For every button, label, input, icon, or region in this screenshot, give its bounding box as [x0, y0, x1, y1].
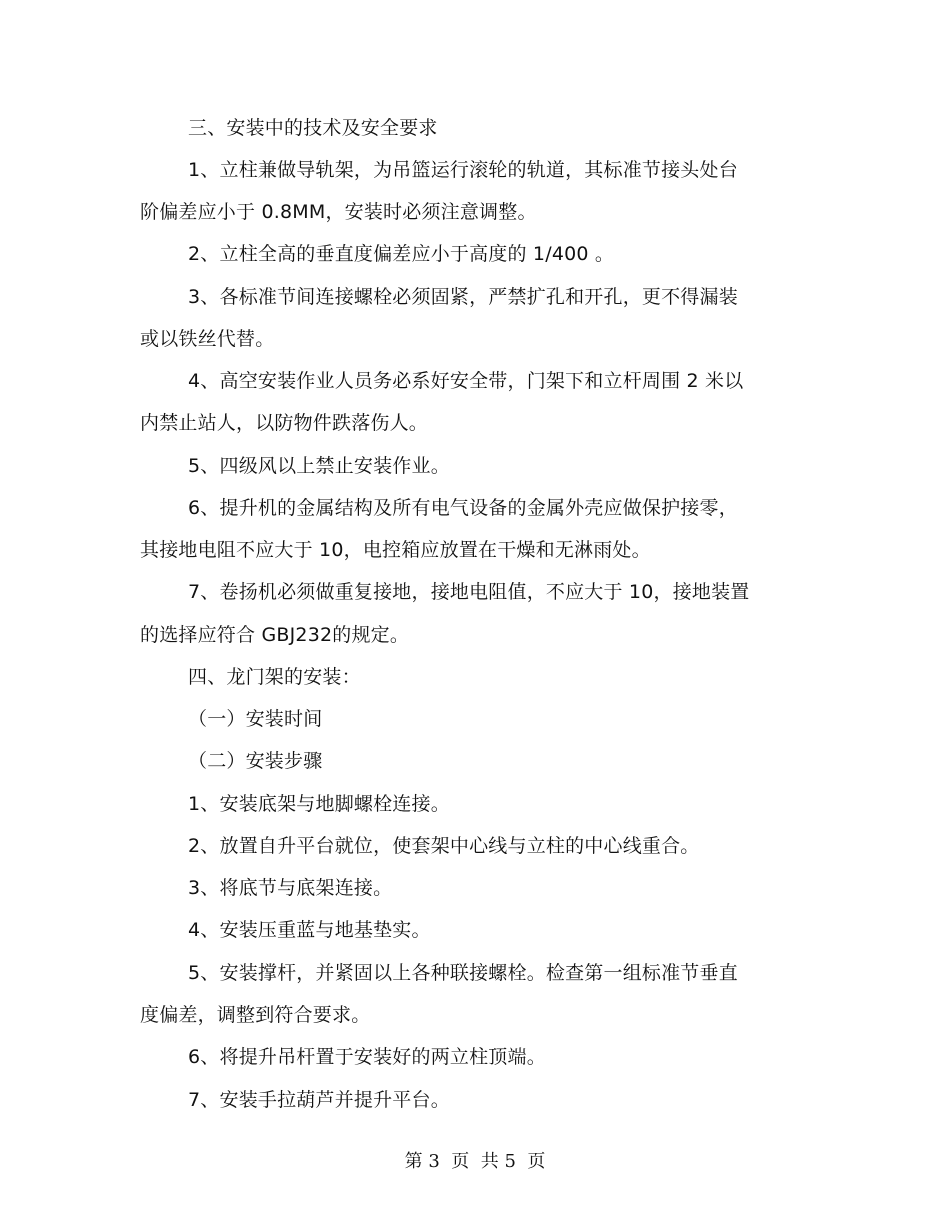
paragraph-line: 2、立柱全高的垂直度偏差应小于高度的 1/400 。: [188, 243, 615, 265]
paragraph-line: 3、各标准节间连接螺栓必须固紧，严禁扩孔和开孔，更不得漏装: [188, 286, 738, 308]
paragraph-line: 4、高空安装作业人员务必系好安全带，门架下和立杆周围 2 米以: [188, 370, 744, 392]
section-heading-4: 四、龙门架的安装：: [188, 666, 361, 688]
paragraph-line: 内禁止站人，以防物件跌落伤人。: [140, 412, 429, 434]
paragraph-line: 5、四级风以上禁止安装作业。: [188, 455, 450, 477]
paragraph-line: 7、安装手拉葫芦并提升平台。: [188, 1089, 450, 1111]
paragraph-line: 2、放置自升平台就位，使套架中心线与立柱的中心线重合。: [188, 835, 700, 857]
page-number: 第 3 页 共 5 页: [404, 1151, 546, 1172]
paragraph-line: 其接地电阻不应大于 10，电控箱应放置在干燥和无淋雨处。: [140, 539, 651, 561]
paragraph-line: 3、将底节与底架连接。: [188, 877, 393, 899]
paragraph-line: 1、立柱兼做导轨架，为吊篮运行滚轮的轨道，其标准节接头处台: [188, 159, 738, 181]
paragraph-line: 的选择应符合 GBJ232的规定。: [140, 624, 410, 646]
subsection-heading: （一）安装时间: [188, 708, 323, 730]
paragraph-line: 4、安装压重蓝与地基垫实。: [188, 919, 431, 941]
paragraph-line: 1、安装底架与地脚螺栓连接。: [188, 793, 450, 815]
section-heading-3: 三、安装中的技术及安全要求: [188, 117, 438, 139]
paragraph-line: 度偏差，调整到符合要求。: [140, 1004, 371, 1026]
paragraph-line: 阶偏差应小于 0.8MM，安装时必须注意调整。: [140, 201, 537, 223]
subsection-heading: （二）安装步骤: [188, 750, 323, 772]
paragraph-line: 6、提升机的金属结构及所有电气设备的金属外壳应做保护接零，: [188, 497, 738, 519]
paragraph-line: 5、安装撑杆，并紧固以上各种联接螺栓。检查第一组标准节垂直: [188, 962, 738, 984]
page-footer: [0, 1150, 950, 1174]
paragraph-line: 或以铁丝代替。: [140, 328, 275, 350]
paragraph-line: 6、将提升吊杆置于安装好的两立柱顶端。: [188, 1046, 546, 1068]
paragraph-line: 7、卷扬机必须做重复接地，接地电阻值，不应大于 10，接地装置: [188, 581, 750, 603]
